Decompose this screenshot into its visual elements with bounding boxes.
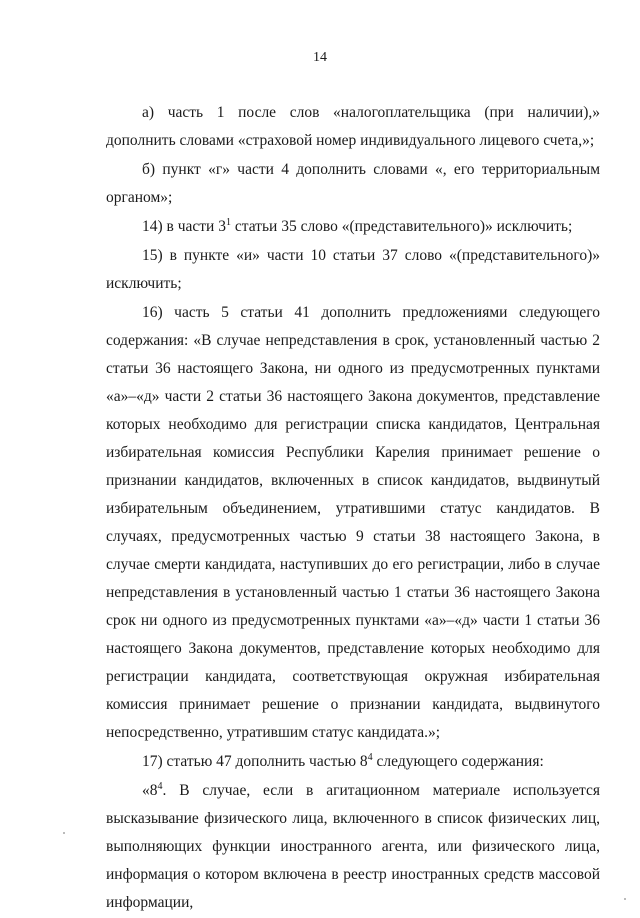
- page-number: 14: [313, 50, 327, 65]
- paragraph-text: 16) часть 5 статьи 41 дополнить предложениями следующего содержания: «В случае непредставления в срок, установленный частью 2 статьи 36 настоящего Закона, ни одного из предусмотренных пунктами «а»–«д» части 2 статьи 36 настоящего Закона документов, представление которых необходимо для регистрации списка кандидатов, Центральная избирательная комиссия Республики Карелия принимает решение о признании кандидатов, включенных в список кандидатов, выдвинутый избирательным объединением, утратившими статус кандидатов. В случаях, предусмотренных частью 9 статьи 38 настоящего Закона, в случае смерти кандидата, наступивших до его регистрации, либо в случае непредставления в установленный частью 1 статьи 36 настоящего Закона срок ни одного из предусмотренных пунктами «а»–«д» части 1 статьи 36 настоящего Закона документов, представление которых необходимо для регистрации кандидата, соответствующая окружная избирательная комиссия принимает решение о признании кандидата, выдвинутого непосредственно, утратившим статус кандидата.»;: [106, 304, 600, 741]
- scan-artifact: [63, 832, 65, 834]
- document-body: [106, 99, 600, 918]
- scan-artifact: [624, 898, 626, 900]
- superscript-text: 1: [225, 216, 231, 228]
- paragraph: [106, 777, 600, 917]
- paragraph: [106, 213, 600, 241]
- paragraph: [106, 156, 600, 212]
- paragraph-text: 15) в пункте «и» части 10 статьи 37 слово «(представительного)» исключить;: [106, 247, 600, 292]
- paragraph-text: «8: [142, 782, 158, 799]
- paragraph: [106, 299, 600, 747]
- paragraph-text: статьи 35 слово «(представительного)» исключить;: [230, 218, 573, 235]
- paragraph-text: 14) в части 3: [142, 218, 226, 235]
- paragraph-text: а) часть 1 после слов «налогоплательщика (при наличии),» дополнить словами «страховой номер индивидуального лицевого счета,»;: [106, 104, 600, 149]
- paragraph: [106, 99, 600, 155]
- paragraph-text: б) пункт «г» части 4 дополнить словами «, его территориальным органом»;: [106, 161, 600, 206]
- paragraph: [106, 242, 600, 298]
- superscript-text: 4: [367, 751, 373, 763]
- paragraph: [106, 748, 600, 776]
- paragraph-text: 17) статью 47 дополнить частью 8: [142, 753, 368, 770]
- paragraph-text: следующего содержания:: [372, 753, 544, 770]
- paragraph-text: . В случае, если в агитационном материале используется высказывание физического лица, включенного в список физических лиц, выполняющих функции иностранного агента, или физического лица, информация о котором включена в реестр иностранных средств массовой информации,: [106, 782, 600, 911]
- superscript-text: 4: [157, 780, 163, 792]
